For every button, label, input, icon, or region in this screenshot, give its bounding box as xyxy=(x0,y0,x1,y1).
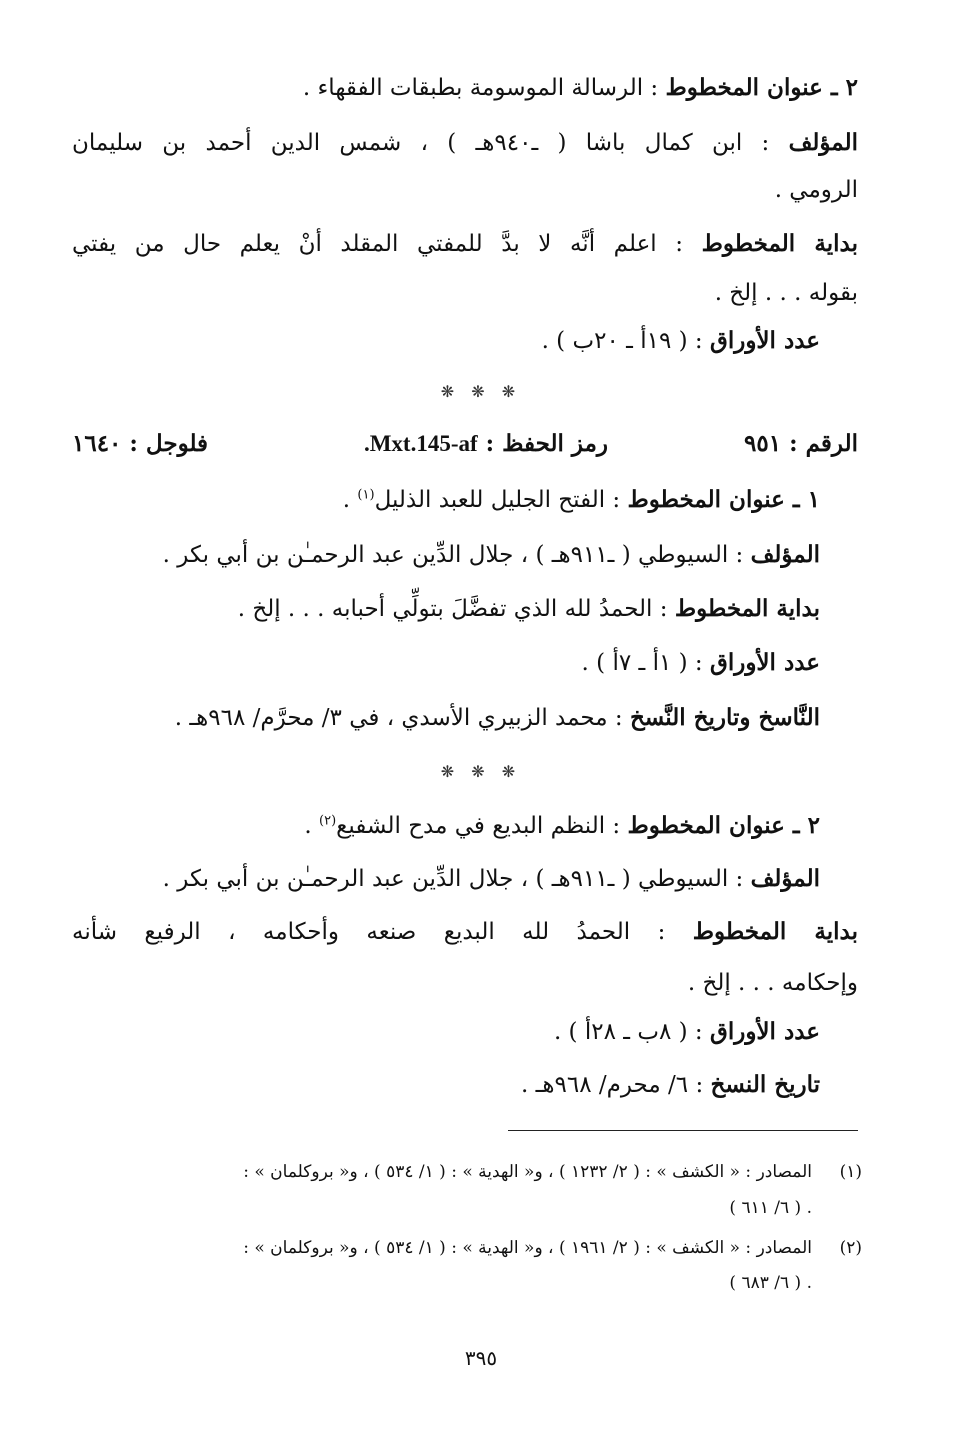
field-label: ١ ـ عنوان المخطوط xyxy=(627,486,820,513)
footnote-rule xyxy=(508,1130,858,1131)
footnote-1-mark: (١) xyxy=(839,1162,862,1182)
field-value: : اعلم أنَّه لا بدَّ للمفتي المقلد أنْ يعلم حال من يفتي xyxy=(72,231,702,257)
entry-c-title xyxy=(304,808,820,844)
field-label: تاريخ النسخ xyxy=(710,1071,820,1098)
fluegel-number: فلوجل : ١٦٤٠ xyxy=(72,430,209,457)
field-label: المؤلف xyxy=(788,129,858,156)
entry-a-incipit-cont: بقوله . . . إلخ . xyxy=(714,280,858,306)
entry-a-author-cont: الرومي . xyxy=(774,177,858,203)
field-value: : الرسالة الموسومة بطبقات الفقهاء . xyxy=(302,75,666,101)
field-value: : ابن كمال باشا ( ـ٩٤٠هـ ) ، شمس الدين أحمد بن سليمان xyxy=(72,130,789,156)
field-label: عدد الأوراق xyxy=(709,327,820,354)
field-value: : ( ١أ ـ ٧أ ) . xyxy=(581,650,710,676)
field-label: بداية المخطوط xyxy=(701,230,858,257)
entry-c-incipit xyxy=(72,914,858,950)
entry-b-copyist xyxy=(175,700,820,736)
entry-c-folios xyxy=(554,1014,820,1050)
field-value: : الفتح الجليل للعبد الذليل xyxy=(374,487,628,513)
footnote-ref[interactable]: (٢) xyxy=(319,813,337,829)
field-value: : النظم البديع في مدح الشفيع xyxy=(336,813,628,839)
field-value: : السيوطي ( ـ٩١١هـ ) ، جلال الدِّين عبد الرحمـٰن بن أبي بكر . xyxy=(162,542,751,568)
entry-a-title xyxy=(303,70,858,106)
field-label: ٢ ـ عنوان المخطوط xyxy=(665,74,858,101)
shelfmark-label: رمز الحفظ : xyxy=(485,430,608,457)
footnote-2-line1: المصادر : « الكشف » : ( ٢/ ١٩٦١ ) ، و« الهدية » : ( ١/ ٥٣٤ ) ، و« بروكلمان » : xyxy=(243,1238,812,1258)
entry-c-incipit-cont: وإحكامه . . . إلخ . xyxy=(687,970,858,996)
record-number: الرقم : ٩٥١ xyxy=(744,430,858,457)
field-value: : الحمدُ لله البديع صنعه وأحكامه ، الرفيع شأنه xyxy=(72,919,693,945)
field-label: ٢ ـ عنوان المخطوط xyxy=(627,812,820,839)
entry-b-incipit xyxy=(238,591,820,627)
field-value: : ٦/ محرم/ ٩٦٨هـ . xyxy=(521,1072,711,1098)
section-separator: ❋ ❋ ❋ xyxy=(440,762,522,781)
punctuation: . xyxy=(304,813,320,839)
field-value: : محمد الزبيري الأسدي ، في ٣/ محرَّم/ ٩٦٨هـ . xyxy=(174,705,630,731)
entry-a-author xyxy=(72,125,858,161)
field-value: : الحمدُ لله الذي تفضَّلَ بتولِّي أحبابه . . . إلخ . xyxy=(237,596,675,622)
footnote-1-line1: المصادر : « الكشف » : ( ٢/ ١٢٣٢ ) ، و« الهدية » : ( ١/ ٥٣٤ ) ، و« بروكلمان » : xyxy=(243,1162,812,1182)
entry-b-author xyxy=(163,537,820,573)
field-value: : ( ٨ب ـ ٢٨أ ) . xyxy=(553,1019,710,1045)
entry-b-title xyxy=(343,482,820,518)
field-label: عدد الأوراق xyxy=(709,649,820,676)
footnote-1-line2: ( ٦/ ٦١١ ) . xyxy=(729,1198,812,1218)
record-header xyxy=(72,426,858,462)
field-label: بداية المخطوط xyxy=(692,918,858,945)
entry-c-author xyxy=(163,861,820,897)
field-label: المؤلف xyxy=(750,541,820,568)
entry-b-folios xyxy=(582,645,820,681)
footnote-ref[interactable]: (١) xyxy=(357,487,375,503)
entry-a-folios xyxy=(542,323,820,359)
footnote-2-mark: (٢) xyxy=(839,1238,862,1258)
field-label: المؤلف xyxy=(750,865,820,892)
field-label: بداية المخطوط xyxy=(674,595,820,622)
shelfmark xyxy=(364,426,608,462)
field-label: عدد الأوراق xyxy=(709,1018,820,1045)
entry-c-copy-date xyxy=(521,1067,820,1103)
punctuation: . xyxy=(342,487,358,513)
section-separator: ❋ ❋ ❋ xyxy=(440,382,522,401)
page-number: ٣٩٥ xyxy=(464,1346,498,1370)
entry-a-incipit xyxy=(72,226,858,262)
field-value: : ( ١٩أ ـ ٢٠ب ) . xyxy=(541,328,710,354)
shelfmark-value: Mxt.145-af. xyxy=(363,431,478,456)
footnote-2-line2: ( ٦/ ٦٨٣ ) . xyxy=(729,1273,812,1293)
field-value: : السيوطي ( ـ٩١١هـ ) ، جلال الدِّين عبد الرحمـٰن بن أبي بكر . xyxy=(162,866,751,892)
field-label: النَّاسخ وتاريخ النَّسخ xyxy=(629,704,820,731)
